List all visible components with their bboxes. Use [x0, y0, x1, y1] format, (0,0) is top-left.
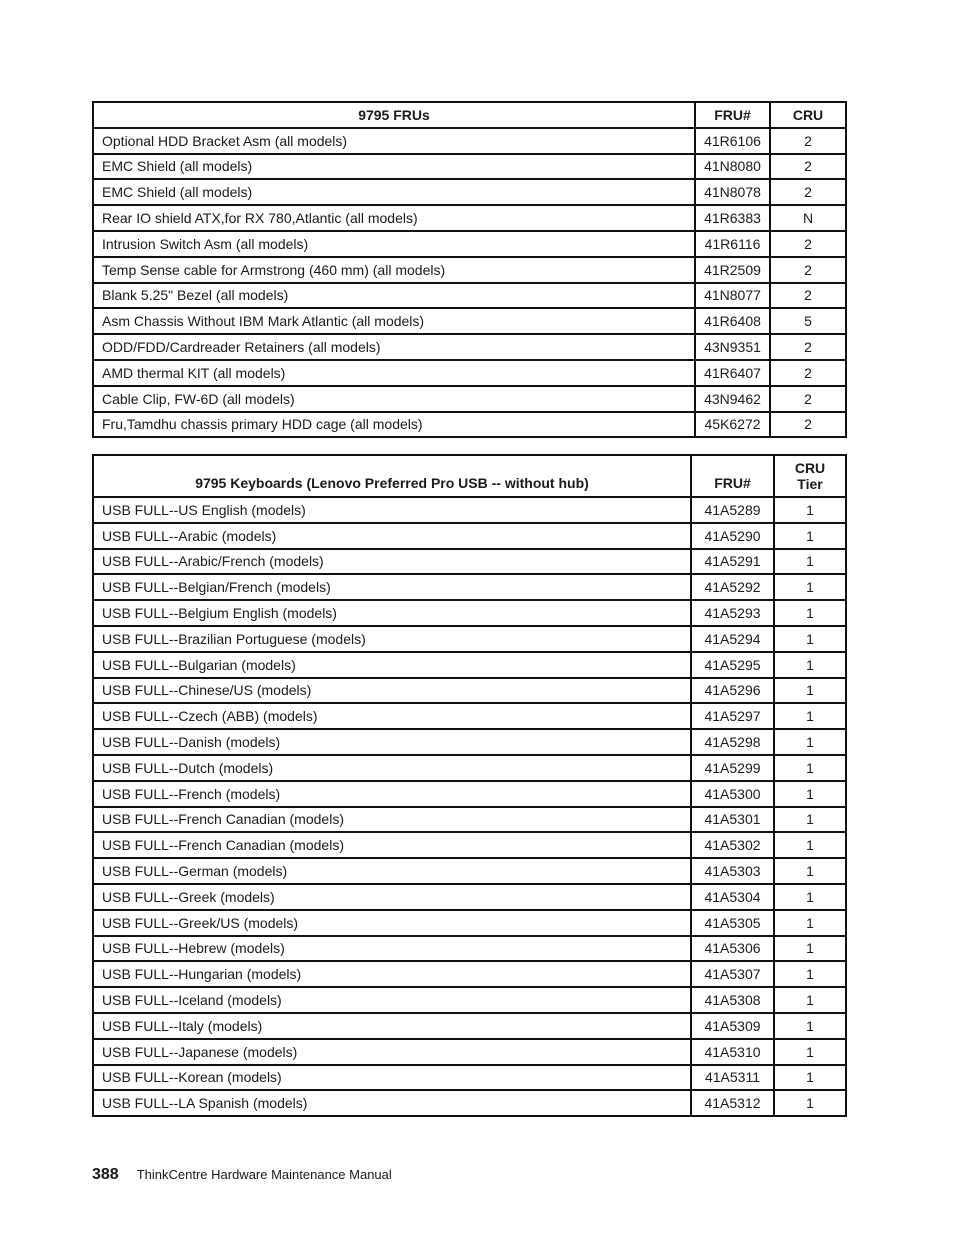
table-row	[93, 1065, 846, 1091]
part-description: USB FULL--French Canadian (models)	[93, 832, 691, 858]
table-row	[93, 678, 846, 704]
fru-number: 41R6408	[695, 308, 770, 334]
cru-value: 1	[774, 884, 846, 910]
table-row	[93, 412, 846, 438]
fru-number: 41A5302	[691, 832, 774, 858]
part-description: EMC Shield (all models)	[93, 179, 695, 205]
page-number: 388	[92, 1166, 119, 1183]
fru-number: 41A5300	[691, 781, 774, 807]
fru-number: 41A5311	[691, 1065, 774, 1091]
cru-value: 1	[774, 755, 846, 781]
cru-value: 2	[770, 257, 846, 283]
cru-value: 1	[774, 1013, 846, 1039]
cru-value: 5	[770, 308, 846, 334]
column-header-description: 9795 FRUs	[93, 102, 695, 128]
fru-number: 41A5291	[691, 549, 774, 575]
cru-value: 1	[774, 1090, 846, 1116]
table-row	[93, 257, 846, 283]
fru-number: 41A5297	[691, 703, 774, 729]
table-row	[93, 1013, 846, 1039]
fru-number: 43N9462	[695, 386, 770, 412]
table-row	[93, 1039, 846, 1065]
fru-number: 41R6106	[695, 128, 770, 154]
part-description: USB FULL--Hebrew (models)	[93, 936, 691, 962]
cru-value: 2	[770, 154, 846, 180]
cru-value: 1	[774, 936, 846, 962]
table-row	[93, 128, 846, 154]
cru-value: 2	[770, 231, 846, 257]
part-description: USB FULL--Italy (models)	[93, 1013, 691, 1039]
cru-value: 1	[774, 781, 846, 807]
column-header-fru: FRU#	[691, 455, 774, 497]
cru-value: 1	[774, 523, 846, 549]
fru-number: 41A5294	[691, 626, 774, 652]
part-description: USB FULL--Hungarian (models)	[93, 961, 691, 987]
fru-number: 43N9351	[695, 334, 770, 360]
part-description: USB FULL--French (models)	[93, 781, 691, 807]
part-description: USB FULL--LA Spanish (models)	[93, 1090, 691, 1116]
cru-value: 1	[774, 729, 846, 755]
fru-number: 41A5303	[691, 858, 774, 884]
part-description: USB FULL--Bulgarian (models)	[93, 652, 691, 678]
part-description: EMC Shield (all models)	[93, 154, 695, 180]
cru-value: 1	[774, 832, 846, 858]
table-row	[93, 858, 846, 884]
fru-number: 41A5304	[691, 884, 774, 910]
column-header-cru: CRU	[770, 102, 846, 128]
fru-number: 41A5296	[691, 678, 774, 704]
fru-number: 41N8080	[695, 154, 770, 180]
table-row	[93, 987, 846, 1013]
table-row	[93, 652, 846, 678]
part-description: Asm Chassis Without IBM Mark Atlantic (all models)	[93, 308, 695, 334]
cru-value: 1	[774, 961, 846, 987]
cru-value: 1	[774, 987, 846, 1013]
table-row	[93, 334, 846, 360]
table-row	[93, 755, 846, 781]
fru-number: 41N8078	[695, 179, 770, 205]
table-row	[93, 574, 846, 600]
part-description: USB FULL--Arabic/French (models)	[93, 549, 691, 575]
table-header-row	[93, 455, 846, 497]
part-description: USB FULL--Dutch (models)	[93, 755, 691, 781]
keyboard-fru-table	[92, 454, 847, 1117]
table-row	[93, 549, 846, 575]
fru-number: 41A5309	[691, 1013, 774, 1039]
fru-number: 41A5295	[691, 652, 774, 678]
cru-value: 1	[774, 600, 846, 626]
cru-value: 1	[774, 574, 846, 600]
fru-number: 41A5312	[691, 1090, 774, 1116]
table-row	[93, 729, 846, 755]
cru-value: 1	[774, 678, 846, 704]
fru-number: 41R2509	[695, 257, 770, 283]
part-description: USB FULL--Greek/US (models)	[93, 910, 691, 936]
part-description: USB FULL--Arabic (models)	[93, 523, 691, 549]
fru-number: 41A5289	[691, 497, 774, 523]
fru-number: 41A5310	[691, 1039, 774, 1065]
cru-header-line1: CRU	[794, 460, 826, 476]
cru-header-line2: Tier	[797, 476, 823, 492]
table-row	[93, 832, 846, 858]
fru-number: 41A5299	[691, 755, 774, 781]
part-description: USB FULL--Japanese (models)	[93, 1039, 691, 1065]
part-description: USB FULL--US English (models)	[93, 497, 691, 523]
table-row	[93, 807, 846, 833]
cru-value: 2	[770, 179, 846, 205]
part-description: USB FULL--Chinese/US (models)	[93, 678, 691, 704]
part-description: Temp Sense cable for Armstrong (460 mm) (all models)	[93, 257, 695, 283]
table-row	[93, 781, 846, 807]
table-row	[93, 360, 846, 386]
fru-number: 41A5306	[691, 936, 774, 962]
fru-number: 45K6272	[695, 412, 770, 438]
cru-value: 1	[774, 1039, 846, 1065]
fru-number: 41A5307	[691, 961, 774, 987]
part-description: Intrusion Switch Asm (all models)	[93, 231, 695, 257]
part-description: USB FULL--Belgian/French (models)	[93, 574, 691, 600]
part-description: USB FULL--Brazilian Portuguese (models)	[93, 626, 691, 652]
cru-value: 2	[770, 283, 846, 309]
part-description: Rear IO shield ATX,for RX 780,Atlantic (all models)	[93, 205, 695, 231]
part-description: USB FULL--French Canadian (models)	[93, 807, 691, 833]
table-header-row	[93, 102, 846, 128]
cru-value: 2	[770, 386, 846, 412]
table-row	[93, 179, 846, 205]
cru-value: 1	[774, 703, 846, 729]
column-header-description: 9795 Keyboards (Lenovo Preferred Pro USB -- without hub)	[93, 455, 691, 497]
table-row	[93, 386, 846, 412]
fru-number: 41A5293	[691, 600, 774, 626]
cru-value: N	[770, 205, 846, 231]
part-description: Optional HDD Bracket Asm (all models)	[93, 128, 695, 154]
cru-value: 2	[770, 360, 846, 386]
cru-value: 1	[774, 549, 846, 575]
table-row	[93, 961, 846, 987]
table-row	[93, 283, 846, 309]
part-description: ODD/FDD/Cardreader Retainers (all models)	[93, 334, 695, 360]
table-row	[93, 205, 846, 231]
fru-number: 41R6407	[695, 360, 770, 386]
fru-table	[92, 101, 847, 438]
cru-value: 2	[770, 128, 846, 154]
fru-number: 41A5308	[691, 987, 774, 1013]
part-description: AMD thermal KIT (all models)	[93, 360, 695, 386]
table-row	[93, 600, 846, 626]
fru-number: 41R6116	[695, 231, 770, 257]
column-header-fru: FRU#	[695, 102, 770, 128]
table-row	[93, 910, 846, 936]
cru-value: 1	[774, 497, 846, 523]
table-row	[93, 308, 846, 334]
cru-value: 1	[774, 652, 846, 678]
table-row	[93, 884, 846, 910]
part-description: USB FULL--Iceland (models)	[93, 987, 691, 1013]
cru-value: 1	[774, 807, 846, 833]
cru-value: 1	[774, 858, 846, 884]
fru-number: 41A5292	[691, 574, 774, 600]
part-description: USB FULL--Danish (models)	[93, 729, 691, 755]
table-row	[93, 936, 846, 962]
part-description: Fru,Tamdhu chassis primary HDD cage (all models)	[93, 412, 695, 438]
table-row	[93, 154, 846, 180]
page-footer	[92, 1166, 392, 1184]
part-description: Cable Clip, FW-6D (all models)	[93, 386, 695, 412]
part-description: USB FULL--Greek (models)	[93, 884, 691, 910]
fru-number: 41A5305	[691, 910, 774, 936]
cru-value: 1	[774, 910, 846, 936]
cru-value: 1	[774, 626, 846, 652]
table-row	[93, 231, 846, 257]
cru-value: 1	[774, 1065, 846, 1091]
part-description: USB FULL--German (models)	[93, 858, 691, 884]
table-row	[93, 1090, 846, 1116]
manual-title: ThinkCentre Hardware Maintenance Manual	[136, 1167, 392, 1182]
table-row	[93, 626, 846, 652]
part-description: USB FULL--Czech (ABB) (models)	[93, 703, 691, 729]
fru-number: 41A5290	[691, 523, 774, 549]
cru-value: 2	[770, 412, 846, 438]
fru-number: 41A5298	[691, 729, 774, 755]
column-header-cru-tier	[774, 455, 846, 497]
fru-number: 41R6383	[695, 205, 770, 231]
table-row	[93, 523, 846, 549]
table-row	[93, 497, 846, 523]
fru-number: 41A5301	[691, 807, 774, 833]
table-row	[93, 703, 846, 729]
fru-number: 41N8077	[695, 283, 770, 309]
part-description: USB FULL--Korean (models)	[93, 1065, 691, 1091]
part-description: USB FULL--Belgium English (models)	[93, 600, 691, 626]
part-description: Blank 5.25" Bezel (all models)	[93, 283, 695, 309]
cru-value: 2	[770, 334, 846, 360]
